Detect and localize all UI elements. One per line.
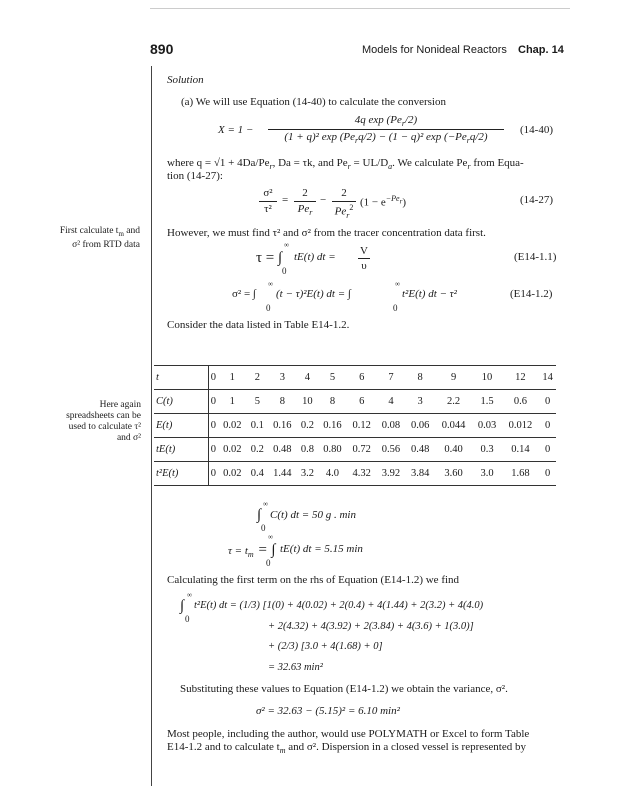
- eq1427-t2-bar: [332, 201, 356, 202]
- table-cell: 0.1: [247, 414, 268, 438]
- row-label: t: [154, 366, 209, 390]
- table-cell: 0.16: [268, 414, 297, 438]
- eqE141-lower: 0: [282, 266, 287, 276]
- tm-body: tE(t) dt = 5.15 min: [280, 543, 363, 555]
- table-row: [154, 390, 556, 414]
- table-cell: 2.2: [435, 390, 473, 414]
- eq1427-lhs-bar: [259, 201, 277, 202]
- table-cell: 5: [247, 390, 268, 414]
- table-cell: 0: [539, 414, 556, 438]
- table-cell: 0.40: [435, 438, 473, 462]
- sidebar-note-spreadsheet: Here again spreadsheets can be used to calculate τ² and σ²: [66, 400, 141, 443]
- table-cell: 0.2: [297, 414, 318, 438]
- table-cell: 0.48: [268, 438, 297, 462]
- table-cell: 0.6: [502, 390, 540, 414]
- substitution-text: Substituting these values to Equation (E14-1.2) we obtain the variance, σ².: [180, 683, 508, 695]
- eqE142-upper: ∞: [268, 280, 273, 288]
- eq1427-tail: $(1 - e^{-Pe_r})$: [360, 194, 406, 209]
- eqE141-tag: (E14-1.1): [514, 251, 557, 263]
- table-cell: 6: [347, 390, 376, 414]
- eqE141-num: V: [360, 245, 368, 257]
- table-cell: 4.32: [347, 462, 376, 486]
- eq1440-numerator: 4q $\exp (Pe_r/2)$: [354, 114, 418, 129]
- table-cell: 2: [247, 366, 268, 390]
- eqE142-tag: (E14-1.2): [510, 288, 553, 300]
- eqE141-upper: ∞: [284, 241, 289, 249]
- table-cell: 0: [539, 462, 556, 486]
- table-row: [154, 366, 556, 390]
- table-cell: 14: [539, 366, 556, 390]
- solution-heading: Solution: [167, 74, 204, 86]
- eqE142-lhs: σ² = ∫: [232, 288, 256, 300]
- table-cell: 1: [218, 366, 247, 390]
- table-cell: 0.03: [472, 414, 501, 438]
- table-cell: 0.3: [472, 438, 501, 462]
- table-cell: 0.06: [406, 414, 435, 438]
- table-cell: 0.72: [347, 438, 376, 462]
- eqE142-body2: t²E(t) dt − τ²: [402, 288, 457, 300]
- table-cell: 4: [297, 366, 318, 390]
- table-cell: 0.08: [376, 414, 405, 438]
- simpson-line-2: + 2(4.32) + 4(3.92) + 2(3.84) + 4(3.6) + 1(3.0)]: [268, 621, 474, 632]
- eqE142-body: (t − τ)²E(t) dt = ∫: [276, 288, 351, 300]
- table-cell: 3.0: [472, 462, 501, 486]
- eq1427-t2-num: 2: [341, 187, 347, 199]
- simpson-result: = 32.63 min²: [268, 662, 323, 673]
- eq1427-tag: (14-27): [520, 194, 553, 206]
- c-int-upper: ∞: [263, 500, 268, 508]
- simpson-line-3: + (2/3) [3.0 + 4(1.68) + 0]: [268, 641, 383, 652]
- eqE142-lower2: 0: [393, 303, 398, 313]
- eq1440-tag: (14-40): [520, 124, 553, 136]
- table-cell: 8: [268, 390, 297, 414]
- table-cell: 0.16: [318, 414, 347, 438]
- eqE141-body: tE(t) dt =: [294, 251, 336, 263]
- eq1440-lhs: X = 1 −: [218, 124, 254, 136]
- table-cell: 7: [376, 366, 405, 390]
- simpson-lower: 0: [185, 614, 190, 624]
- closing-line-2: E14-1.2 and to calculate $t_m$ and σ². Dispersion in a closed vessel is represented by: [167, 741, 526, 756]
- table-cell: 0.02: [218, 438, 247, 462]
- consider-text: Consider the data listed in Table E14-1.2.: [167, 319, 350, 331]
- simpson-int-sign: ∫: [180, 598, 185, 614]
- page-number: 890: [150, 41, 174, 57]
- c-int-sign: ∫: [257, 507, 262, 523]
- running-title: Models for Nonideal Reactors: [362, 44, 507, 56]
- table-cell: 0.4: [247, 462, 268, 486]
- table-cell: 0.8: [297, 438, 318, 462]
- table-cell: 12: [502, 366, 540, 390]
- chapter-label: Chap. 14: [518, 44, 564, 56]
- table-cell: 3.92: [376, 462, 405, 486]
- table-cell: 1.68: [502, 462, 540, 486]
- table-cell: 0: [539, 438, 556, 462]
- table-cell: 10: [472, 366, 501, 390]
- table-cell: 0: [209, 438, 218, 462]
- eq1427-minus: −: [320, 194, 327, 206]
- table-cell: 8: [406, 366, 435, 390]
- eqE141-den: υ: [361, 260, 367, 272]
- eq1427-t1-bar: [294, 201, 316, 202]
- table-cell: 0: [539, 390, 556, 414]
- eqE142-upper2: ∞: [395, 280, 400, 288]
- closing-line-1: Most people, including the author, would use POLYMATH or Excel to form Table: [167, 728, 530, 740]
- eq1427-t1-num: 2: [302, 187, 308, 199]
- table-cell: 3: [406, 390, 435, 414]
- eq1440-fraction-bar: [268, 129, 504, 130]
- c-int-lower: 0: [261, 523, 266, 533]
- eqE141-bar: [358, 258, 370, 259]
- table-cell: 3.2: [297, 462, 318, 486]
- table-cell: 0.80: [318, 438, 347, 462]
- eq1427-lhs-den: τ²: [264, 203, 272, 215]
- simpson-upper: ∞: [187, 591, 192, 599]
- table-cell: 10: [297, 390, 318, 414]
- tm-upper: ∞: [268, 533, 273, 541]
- row-label: t²E(t): [154, 462, 209, 486]
- row-label: E(t): [154, 414, 209, 438]
- table-cell: 9: [435, 366, 473, 390]
- eq1427-t1-den: $Pe_r$: [297, 203, 313, 218]
- part-a-text: (a) We will use Equation (14-40) to calculate the conversion: [181, 96, 446, 108]
- table-cell: 1.44: [268, 462, 297, 486]
- tm-lower: 0: [266, 558, 271, 568]
- where-line-2: tion (14-27):: [167, 170, 223, 182]
- table-cell: 1: [218, 390, 247, 414]
- table-cell: 0.12: [347, 414, 376, 438]
- table-row: [154, 438, 556, 462]
- table-cell: 3.60: [435, 462, 473, 486]
- eqE141-lhs: τ = ∫: [256, 250, 283, 266]
- simpson-intro: Calculating the first term on the rhs of Equation (E14-1.2) we find: [167, 574, 460, 586]
- eq1427-t2-den: $Pe_r^2$: [334, 203, 354, 220]
- table-cell: 0: [209, 366, 218, 390]
- eq1427-equals: =: [282, 194, 289, 206]
- margin-rule: [151, 66, 152, 786]
- however-text: However, we must find τ² and σ² from the tracer concentration data first.: [167, 227, 486, 239]
- table-cell: 0.012: [502, 414, 540, 438]
- table-cell: 0.56: [376, 438, 405, 462]
- table-cell: 4.0: [318, 462, 347, 486]
- table-cell: 0.14: [502, 438, 540, 462]
- row-label: C(t): [154, 390, 209, 414]
- table-row: [154, 462, 556, 486]
- where-line: where $q = √1 + 4Da/Pe_r$, Da = τk, and $Pe_r = UL/D_a$. We calculate $Pe_r$ from Equa-: [167, 157, 524, 172]
- tm-lhs: $\tau = t_m$ = ∫: [228, 542, 276, 560]
- table-cell: 0: [209, 462, 218, 486]
- c-int-body: C(t) dt = 50 g . min: [270, 509, 356, 521]
- table-cell: 0.02: [218, 414, 247, 438]
- top-rule: [150, 8, 570, 9]
- table-cell: 4: [376, 390, 405, 414]
- table-cell: 0: [209, 390, 218, 414]
- table-cell: 5: [318, 366, 347, 390]
- eqE142-lower: 0: [266, 303, 271, 313]
- table-cell: 6: [347, 366, 376, 390]
- table-cell: 0.48: [406, 438, 435, 462]
- table-cell: 3: [268, 366, 297, 390]
- table-cell: 8: [318, 390, 347, 414]
- table-cell: 3.84: [406, 462, 435, 486]
- table-row: [154, 414, 556, 438]
- variance-result: σ² = 32.63 − (5.15)² = 6.10 min²: [256, 705, 400, 717]
- sidebar-note-rtd: First calculate $t_m$ and σ² from RTD data: [59, 226, 140, 250]
- rtd-data-table: [154, 365, 556, 486]
- table-cell: 0.2: [247, 438, 268, 462]
- table-cell: 0.044: [435, 414, 473, 438]
- row-label: tE(t): [154, 438, 209, 462]
- table-cell: 1.5: [472, 390, 501, 414]
- eq1427-lhs-num: σ²: [263, 187, 273, 199]
- table-cell: 0.02: [218, 462, 247, 486]
- simpson-line-1: t²E(t) dt = (1/3) [1(0) + 4(0.02) + 2(0.4) + 4(1.44) + 2(3.2) + 4(4.0): [194, 600, 484, 611]
- table-cell: 0: [209, 414, 218, 438]
- eq1440-denominator: (1 + q)² $\exp (Pe_rq/2) - (1 - q)^2$ $\exp (-Pe_rq/2)$: [284, 131, 488, 146]
